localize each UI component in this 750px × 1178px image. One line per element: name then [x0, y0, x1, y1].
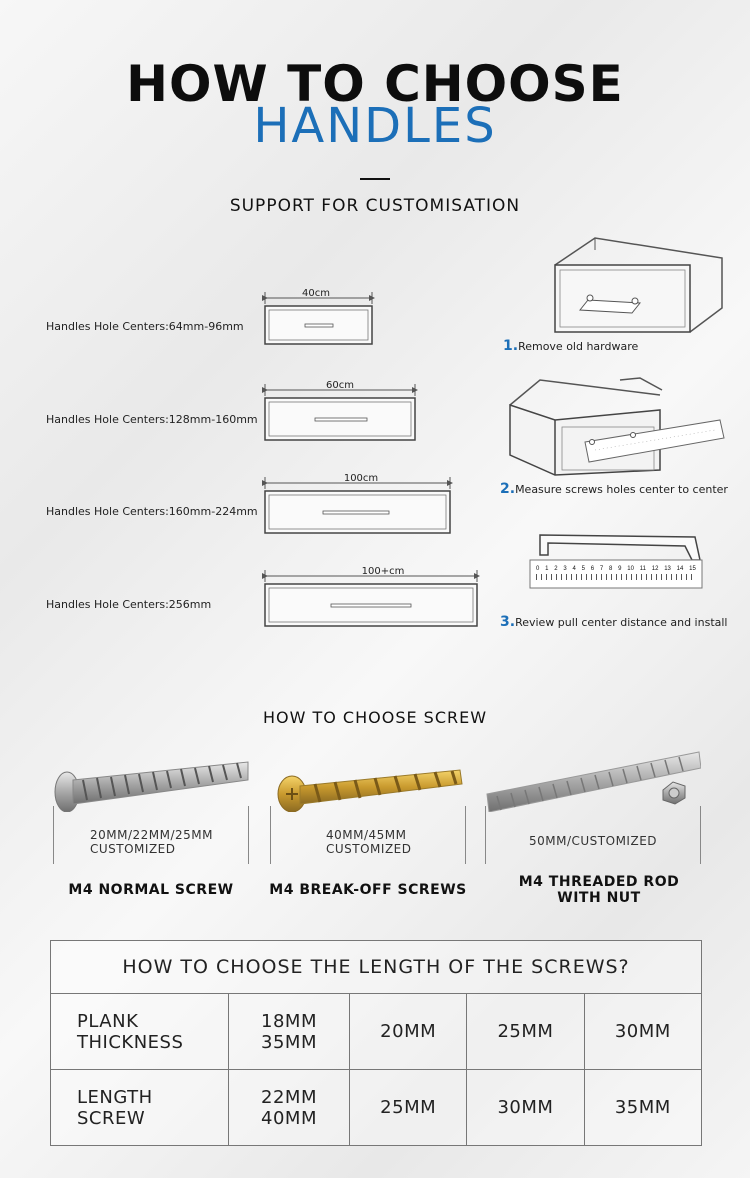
ruler-tick: 6	[590, 566, 595, 572]
table-row	[51, 994, 702, 1070]
drawer-diagram-100-plus	[265, 566, 477, 626]
screw-card-threaded-rod	[485, 742, 701, 864]
drawer-width-label-3: 100cm	[343, 473, 379, 484]
table-cell: 30MM	[584, 994, 701, 1070]
break-off-screw-image	[270, 742, 466, 812]
hole-centers-label-3: Handles Hole Centers:160mm-224mm	[46, 505, 258, 518]
table-row	[51, 1070, 702, 1146]
screw-size-break-off: 40MM/45MM	[326, 828, 407, 842]
remove-hardware-illustration	[555, 238, 722, 332]
ruler-tick: 12	[651, 566, 659, 572]
screw-card-break-off	[270, 742, 466, 864]
drawer-width-label-2: 60cm	[326, 380, 354, 391]
normal-screw-image	[53, 742, 249, 812]
step-2: 2.Measure screws holes center to center	[500, 481, 728, 497]
table-cell: 25MM	[350, 1070, 467, 1146]
page-title: HOW TO CHOOSE	[126, 55, 624, 113]
ruler-tick: 7	[599, 566, 604, 572]
row-label-length-screw: LENGTH SCREW	[51, 1070, 229, 1146]
screw-size-normal: 20MM/22MM/25MM	[90, 828, 214, 842]
screw-size-normal-custom: CUSTOMIZED	[90, 842, 176, 856]
row-label-plank-thickness: PLANK THICKNESS	[51, 994, 229, 1070]
table-cell: 30MM	[467, 1070, 584, 1146]
ruler-tick: 15	[689, 566, 696, 572]
ruler-tick: 8	[609, 566, 613, 572]
hole-centers-label-4: Handles Hole Centers:256mm	[46, 598, 212, 611]
page-title-accent: HANDLES	[253, 98, 497, 154]
drawer-diagram-60	[265, 380, 415, 440]
table-cell: 18MM 35MM	[229, 994, 350, 1070]
ruler-tick: 9	[618, 566, 622, 572]
screw-size-break-off-custom: CUSTOMIZED	[326, 842, 412, 856]
ruler-tick: 5	[581, 566, 585, 572]
drawer-width-label-1: 40cm	[302, 288, 330, 299]
ruler-tick: 14	[676, 566, 684, 572]
ruler-tick: 2	[554, 566, 558, 572]
measure-holes-illustration	[510, 378, 724, 475]
ruler	[532, 562, 700, 590]
screw-size-threaded-rod: 50MM/CUSTOMIZED	[529, 834, 658, 848]
drawer-size-diagrams	[255, 280, 495, 640]
drawer-width-label-4: 100+cm	[361, 566, 405, 577]
step-1: 1.Remove old hardware	[503, 338, 639, 354]
ruler-tick: 10	[627, 566, 634, 572]
screw-length-table	[50, 940, 702, 1146]
table-cell: 22MM 40MM	[229, 1070, 350, 1146]
table-cell: 25MM	[467, 994, 584, 1070]
ruler-tick: 3	[563, 566, 567, 572]
ruler-tick: 11	[639, 566, 646, 572]
screw-card-normal	[53, 742, 249, 864]
screw-name-break-off: M4 BREAK-OFF SCREWS	[269, 882, 467, 898]
hole-centers-label-2: Handles Hole Centers:128mm-160mm	[46, 413, 258, 426]
table-cell: 20MM	[350, 994, 467, 1070]
drawer-diagram-40	[265, 288, 372, 344]
table-cell: 35MM	[584, 1070, 701, 1146]
ruler-tick: 0	[536, 566, 540, 572]
hole-centers-label-1: Handles Hole Centers:64mm-96mm	[46, 320, 244, 333]
ruler-tick: 13	[664, 566, 671, 572]
drawer-diagram-100	[265, 473, 450, 533]
screw-name-normal: M4 NORMAL SCREW	[68, 882, 234, 898]
ruler-tick: 1	[545, 566, 549, 572]
ruler-tick: 4	[572, 566, 576, 572]
screw-section-heading: HOW TO CHOOSE SCREW	[262, 708, 488, 727]
step-3: 3.Review pull center distance and install	[500, 614, 728, 630]
threaded-rod-image	[485, 742, 701, 812]
page-subtitle: SUPPORT FOR CUSTOMISATION	[229, 196, 521, 216]
title-divider	[360, 178, 390, 180]
screw-name-threaded-rod: M4 THREADED ROD WITH NUT	[518, 874, 680, 906]
table-title: HOW TO CHOOSE THE LENGTH OF THE SCREWS?	[51, 941, 702, 994]
